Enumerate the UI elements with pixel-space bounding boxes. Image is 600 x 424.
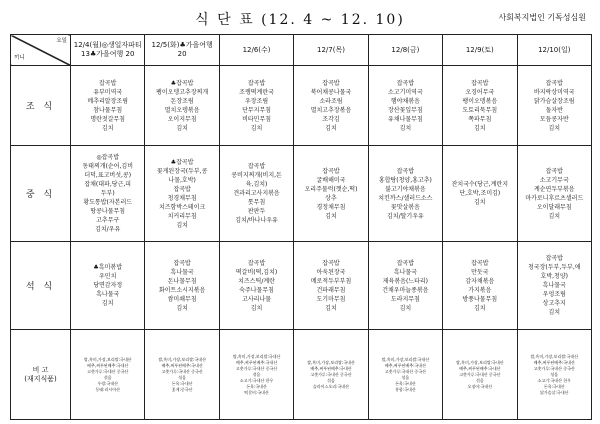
day-header-line: ♣가을여행 20 <box>177 41 213 58</box>
menu-item: 참나물무침 <box>93 106 123 114</box>
origin-note-line: 섞음 <box>327 377 335 383</box>
menu-item: 단무지무침 <box>242 106 272 114</box>
menu-item: 당면감자정 <box>93 282 123 289</box>
menu-cell <box>219 66 293 146</box>
menu-item: 잡곡밥 <box>471 79 489 87</box>
menu-cell <box>71 146 145 242</box>
menu-item: 돈나물무침 <box>167 277 197 285</box>
origin-note-line: 쌀,흑미,가장,보리쌀:국내산 <box>83 356 132 362</box>
origin-note-line: 배추,찌푸된배추:국내산 <box>533 359 575 365</box>
origin-note-line: 고춧가루:국내산 중국산 <box>235 365 278 371</box>
origin-note-line: 고춧가루:국내산 중국산 <box>384 368 427 374</box>
menu-item: 김치/바나나우유 <box>235 217 278 224</box>
menu-cell <box>443 242 517 330</box>
menu-item: 잡채(대파,당근,피 <box>84 181 132 188</box>
menu-item: 돌자반 <box>545 106 563 114</box>
menu-item: 김치 <box>399 304 412 312</box>
menu-item: 흑나물국 <box>542 282 566 289</box>
origin-note-line: 소고기:국내산 한우 <box>537 377 572 383</box>
origin-note-line: 배추,찌푸된배추:국내산 <box>384 362 427 368</box>
origin-note-line: 섞음 <box>252 371 261 377</box>
origin-note-line: 배추,찌푸된배추:국내산 <box>459 365 501 371</box>
origin-note-line: 돈육:국내산 <box>246 383 267 389</box>
menu-cell <box>219 242 293 330</box>
menu-item: 팽이오뎅볶음 <box>462 97 498 105</box>
menu-item: 잡곡밥 <box>247 79 266 87</box>
menu-item: 김치/딸기우유 <box>386 212 424 220</box>
menu-item: 잡곡밥 <box>396 79 415 87</box>
menu-item: 김치 <box>250 124 263 132</box>
menu-item: ♣잡곡밥 <box>170 79 194 87</box>
menu-item: 도라지무침 <box>390 295 420 303</box>
origin-note-line: 쌀,흑미,가장,보리쌀:국내산 <box>232 353 281 359</box>
menu-cell <box>145 146 219 242</box>
menu-item: 쪽파무침 <box>468 115 492 123</box>
menu-cell <box>294 242 368 330</box>
menu-cell <box>71 242 145 330</box>
origin-note-line: 홍합:국내산 <box>395 386 416 392</box>
origin-note-line: 돈육:국내산 <box>171 380 193 386</box>
menu-cell <box>443 66 517 146</box>
menu-item: 잡곡밥 <box>99 79 117 87</box>
menu-item: 감자채볶음 <box>465 277 495 285</box>
day-header-row <box>11 35 592 66</box>
meal-row <box>11 146 592 242</box>
day-header-line: 12/6(수) <box>242 45 271 54</box>
menu-item: 조각김 <box>322 115 340 123</box>
day-header-line: ♣가을여행 20 <box>89 50 135 58</box>
menu-item: 치커리무침 <box>167 212 197 220</box>
corner-day-label: 요일 <box>56 38 67 44</box>
origin-note-line: 고춧가루:국내산 중국산 <box>459 371 501 377</box>
menu-item: 잡곡밥 <box>545 255 563 262</box>
day-header <box>145 35 219 66</box>
menu-item: 굴배해미국 <box>316 176 346 184</box>
menu-item: 김치 <box>399 124 412 132</box>
menu-item: 멸치오뎅볶음 <box>164 106 200 114</box>
day-header-line: 12/9(토) <box>465 45 494 54</box>
origin-note-cell <box>443 330 517 420</box>
menu-item: 김치 <box>474 304 486 312</box>
menu-item: 흑나물국 <box>96 291 120 298</box>
menu-cell <box>368 242 442 330</box>
page-title: 식 단 표 (12. 4 ~ 12. 10) <box>195 12 405 28</box>
day-header-line: 12/5(화) <box>151 41 180 49</box>
menu-item: 쌈미쇄무침 <box>167 295 197 303</box>
menu-item: 상고추지 <box>542 300 566 307</box>
menu-cell <box>443 146 517 242</box>
menu-item: 치즈함박스테이크 <box>158 203 206 211</box>
menu-item: 조랭떡계란국 <box>239 88 274 96</box>
meal-label: 석 식 <box>11 242 71 330</box>
menu-cell <box>517 146 591 242</box>
menu-item: 소고기무국 <box>539 176 569 184</box>
menu-item: 우장조림 <box>244 97 269 105</box>
menu-item: 판판두 <box>247 208 266 215</box>
menu-item: 꽃맛살볶음 <box>390 203 420 211</box>
menu-item: 김치 <box>250 304 263 312</box>
menu-item: 톳무침 <box>247 199 266 206</box>
menu-item: 햄야채볶음 <box>390 97 420 105</box>
menu-item: 김치 <box>176 221 188 229</box>
menu-cell <box>294 146 368 242</box>
day-header <box>517 35 591 66</box>
organization-name: 사회복지법인 기독성심원 <box>498 13 586 22</box>
meal-row <box>11 66 592 146</box>
menu-item: 가지볶음 <box>468 286 492 294</box>
menu-item: 잡곡밥 <box>396 167 415 175</box>
menu-item: 홍합탕(청양,홍고추) <box>378 176 432 184</box>
menu-item: 두부) <box>100 190 115 197</box>
menu-item: 우엉조림 <box>542 291 566 298</box>
origin-note-line: 섞음 <box>401 374 410 380</box>
origin-note-line: 배추,찌푸된배추:국내산 <box>161 362 203 368</box>
day-header <box>294 35 368 66</box>
meal-label: 비 고 (재지식품) <box>11 330 71 420</box>
menu-item: 북어채콩나물국 <box>310 88 352 96</box>
meal-label: 조 식 <box>11 66 71 146</box>
menu-item: 단,호박,조미김) <box>459 190 501 197</box>
origin-note-line: 고춧가루:국내산 중국산 <box>161 368 203 374</box>
origin-note-line: 섞음 <box>475 377 484 383</box>
origin-note-line: 쌀,흑미,가장,보리쌀:국내산 <box>307 359 355 365</box>
menu-cell <box>294 66 368 146</box>
menu-table <box>10 34 592 420</box>
origin-note-line: 섞음 <box>178 374 186 380</box>
menu-item: 잡곡밥 <box>322 259 340 267</box>
day-header-line: 12/10(일) <box>538 45 571 54</box>
menu-item: 만둣국 <box>471 268 489 276</box>
menu-item: 장산꽃잎무침 <box>388 106 423 114</box>
menu-item: 고사리나물 <box>242 295 272 303</box>
menu-item: 잡곡밥 <box>471 259 489 267</box>
menu-item: 김치 <box>325 212 337 220</box>
corner-meal-label: 끼니 <box>14 55 25 61</box>
menu-item: 치즈스틱/계란 <box>238 277 275 285</box>
menu-item: 건채우마늘종볶음 <box>382 286 429 294</box>
origin-note-line: 돈육:국내산 <box>543 383 565 389</box>
menu-cell <box>517 242 591 330</box>
menu-cell <box>71 66 145 146</box>
menu-item: 팽이오뎅고추장찌개 <box>156 88 209 96</box>
origin-note-line: 쌀,흑미,가장,보리쌀:국내산 <box>381 356 430 362</box>
origin-note-line: 배추,찌푸된배추:국내산 <box>310 365 352 371</box>
menu-item: 고추무구 <box>96 217 120 224</box>
origin-note-line: 쌀,흑미,가장,보리쌀:국내산 <box>530 353 579 359</box>
menu-cell <box>219 146 293 242</box>
menu-item: 청경채무침 <box>167 194 197 202</box>
menu-item: 김치 <box>548 124 561 132</box>
menu-item: 콩비지찌개(비지,돈 <box>231 172 282 179</box>
menu-item: 김치 <box>101 300 114 307</box>
menu-item: 김치 <box>176 304 188 312</box>
origin-note-line: 배추,찌푸된배추:국내산 <box>235 359 278 365</box>
menu-item: 모듬콩자반 <box>539 115 569 123</box>
menu-item: 제육볶음(느타리) <box>382 277 429 285</box>
day-header-line: 12/8(금) <box>391 45 420 54</box>
day-header-line: 12/4(월) <box>73 41 102 49</box>
menu-item: 동태찌개(순어,김비 <box>82 163 134 170</box>
menu-item: 상추 <box>325 194 337 202</box>
menu-item: 잡곡밥 <box>322 79 340 87</box>
menu-item: 방풍나물무침 <box>462 295 498 303</box>
menu-item: 꽃게된장국(두부,콩 <box>156 167 208 175</box>
menu-item: 잡곡밥 <box>545 79 563 87</box>
menu-item: 멸치고추장볶음 <box>310 106 352 114</box>
menu-item: 경정채무침 <box>316 203 346 211</box>
menu-item: ♣흑미볶밥 <box>93 264 122 271</box>
origin-note-line: 고춧가루:국내산 중국산 <box>533 365 575 371</box>
origin-note-line: 쌀,흑미,가장,보리쌀:국내산 <box>158 356 206 362</box>
menu-item: 돈장조림 <box>170 97 194 105</box>
menu-item: 잡곡밥 <box>247 163 266 170</box>
origin-note-line: 돈육:국내산 <box>395 380 416 386</box>
meal-rows <box>11 66 592 420</box>
origin-note-line: 배추,찌푸된배추:국내산 <box>87 362 129 368</box>
menu-item: 소라조림 <box>319 97 343 105</box>
menu-cell <box>145 66 219 146</box>
menu-item: 불고기야채볶음 <box>385 185 426 193</box>
menu-cell <box>368 66 442 146</box>
menu-item: 잔치국수(당근,계란지 <box>451 181 509 188</box>
menu-item: 김치 <box>101 124 114 132</box>
menu-item: 유부미역국 <box>93 88 123 96</box>
menu-item: 숙주나물무침 <box>239 286 274 294</box>
menu-item: 떡갈비(떡,김치) <box>235 268 278 276</box>
menu-item: 바지락상미역국 <box>533 88 575 96</box>
menu-item: 소고기미역국 <box>388 88 423 96</box>
menu-item: 오징어무국 <box>465 88 495 96</box>
menu-item: 화이트소시지볶음 <box>158 286 206 294</box>
corner-cell <box>11 35 71 66</box>
menu-item: 닭가슴살장조림 <box>533 97 575 105</box>
menu-item: 우민치 <box>99 273 117 280</box>
origin-note-cell <box>219 330 293 420</box>
menu-item: 견과리고사지볶음 <box>233 190 280 197</box>
menu-item: 잡곡밥 <box>173 185 191 193</box>
menu-item: 나물,호박) <box>168 176 196 184</box>
origin-note-line: 오징어:국내산 <box>467 383 493 389</box>
origin-note-line: 떡갈비:국내산 <box>244 389 269 395</box>
menu-item: 김치 <box>474 199 486 206</box>
menu-item: 김치 <box>548 212 561 220</box>
origin-note-line: 닭가슴살:국내산 <box>540 389 569 395</box>
day-header <box>219 35 293 66</box>
menu-item: 메로적두부부침 <box>310 277 352 285</box>
origin-note-cell <box>368 330 442 420</box>
menu-item: 오이지무침 <box>167 115 197 123</box>
menu-cell <box>517 66 591 146</box>
menu-item: 더덕,표고버섯,콩) <box>84 172 132 179</box>
origin-note-line: 쌀,흑미,가장,보리쌀:국내산 <box>455 359 504 365</box>
menu-item: 잡곡밥 <box>545 167 563 175</box>
menu-item: 계순연두부볶음 <box>533 185 575 193</box>
origin-note-line: 소고기:국내산 한우 <box>239 377 274 383</box>
origin-note-line: 동태:러시아산 <box>95 386 120 392</box>
menu-item: 잡곡밥 <box>396 259 415 267</box>
origin-note-cell <box>71 330 145 420</box>
menu-item: 도기마무침 <box>316 295 346 303</box>
menu-item: 김치/우유 <box>95 226 121 233</box>
menu-item: 흑나물국 <box>393 268 417 276</box>
menu-item: 육,김치) <box>245 181 268 188</box>
origin-note-line: 섞음 <box>103 374 112 380</box>
origin-note-cell <box>145 330 219 420</box>
menu-cell <box>145 242 219 330</box>
origin-note-line: 꽃게:중국산 <box>171 386 193 392</box>
menu-item: 건파래무침 <box>316 286 346 294</box>
menu-item: 잡곡밥 <box>173 259 191 267</box>
origin-note-cell <box>294 330 368 420</box>
origin-note-line: 우렁:국내산 <box>97 380 119 386</box>
menu-item: 황도통밥(자본러드 <box>83 199 133 206</box>
origin-note-line: 고춧가루:국내산 중국산 <box>87 368 129 374</box>
meal-row <box>11 242 592 330</box>
menu-item: 김치 <box>176 124 188 132</box>
meal-row <box>11 330 592 420</box>
menu-cell <box>368 146 442 242</box>
origin-note-line: 슬라이스오리:국내산 <box>312 383 350 389</box>
day-header-line: 12/7(목) <box>317 45 345 54</box>
day-header <box>368 35 442 66</box>
menu-item: 아욱된장국 <box>316 268 346 276</box>
menu-item: 비타민무침 <box>242 115 272 123</box>
menu-item: ◎잡곡밥 <box>96 154 120 161</box>
origin-note-line: 섞음 <box>550 371 559 377</box>
menu-item: 흑나물국 <box>170 268 194 276</box>
menu-item: 마카로니후르츠샐러드 <box>525 194 584 202</box>
menu-item: 김치 <box>325 304 337 312</box>
menu-item: 김치 <box>548 309 561 316</box>
menu-item: 잡곡밥 <box>322 167 340 175</box>
menu-item: 도토리묵무침 <box>462 106 498 114</box>
menu-item: 김치 <box>474 124 486 132</box>
menu-item: 메추리알장조림 <box>87 97 128 105</box>
menu-item: 오리주물럭(깻순,떡) <box>304 185 358 193</box>
menu-item: 유채나물무침 <box>388 115 423 123</box>
day-header-line: ◎생일자파티13 <box>81 41 142 58</box>
menu-item: 잡곡밥 <box>247 259 266 267</box>
day-header <box>71 35 145 66</box>
origin-note-cell <box>517 330 591 420</box>
menu-item: 치킨까스/샐러드소스 <box>378 194 433 202</box>
menu-item: 김치 <box>325 124 337 132</box>
menu-item: 호박,청양) <box>540 273 568 280</box>
menu-item: 땅콩나물무침 <box>90 208 126 215</box>
meal-label: 중 식 <box>11 146 71 242</box>
menu-item: 오이달래무침 <box>536 203 572 211</box>
menu-item: ♣잡곡밥 <box>170 158 194 166</box>
day-header <box>443 35 517 66</box>
origin-note-line: 고춧가루:국내산 중국산 <box>310 371 352 377</box>
menu-item: 명란젓갈무침 <box>90 115 126 123</box>
menu-item: 청국장(두부,두부,애 <box>528 264 581 271</box>
